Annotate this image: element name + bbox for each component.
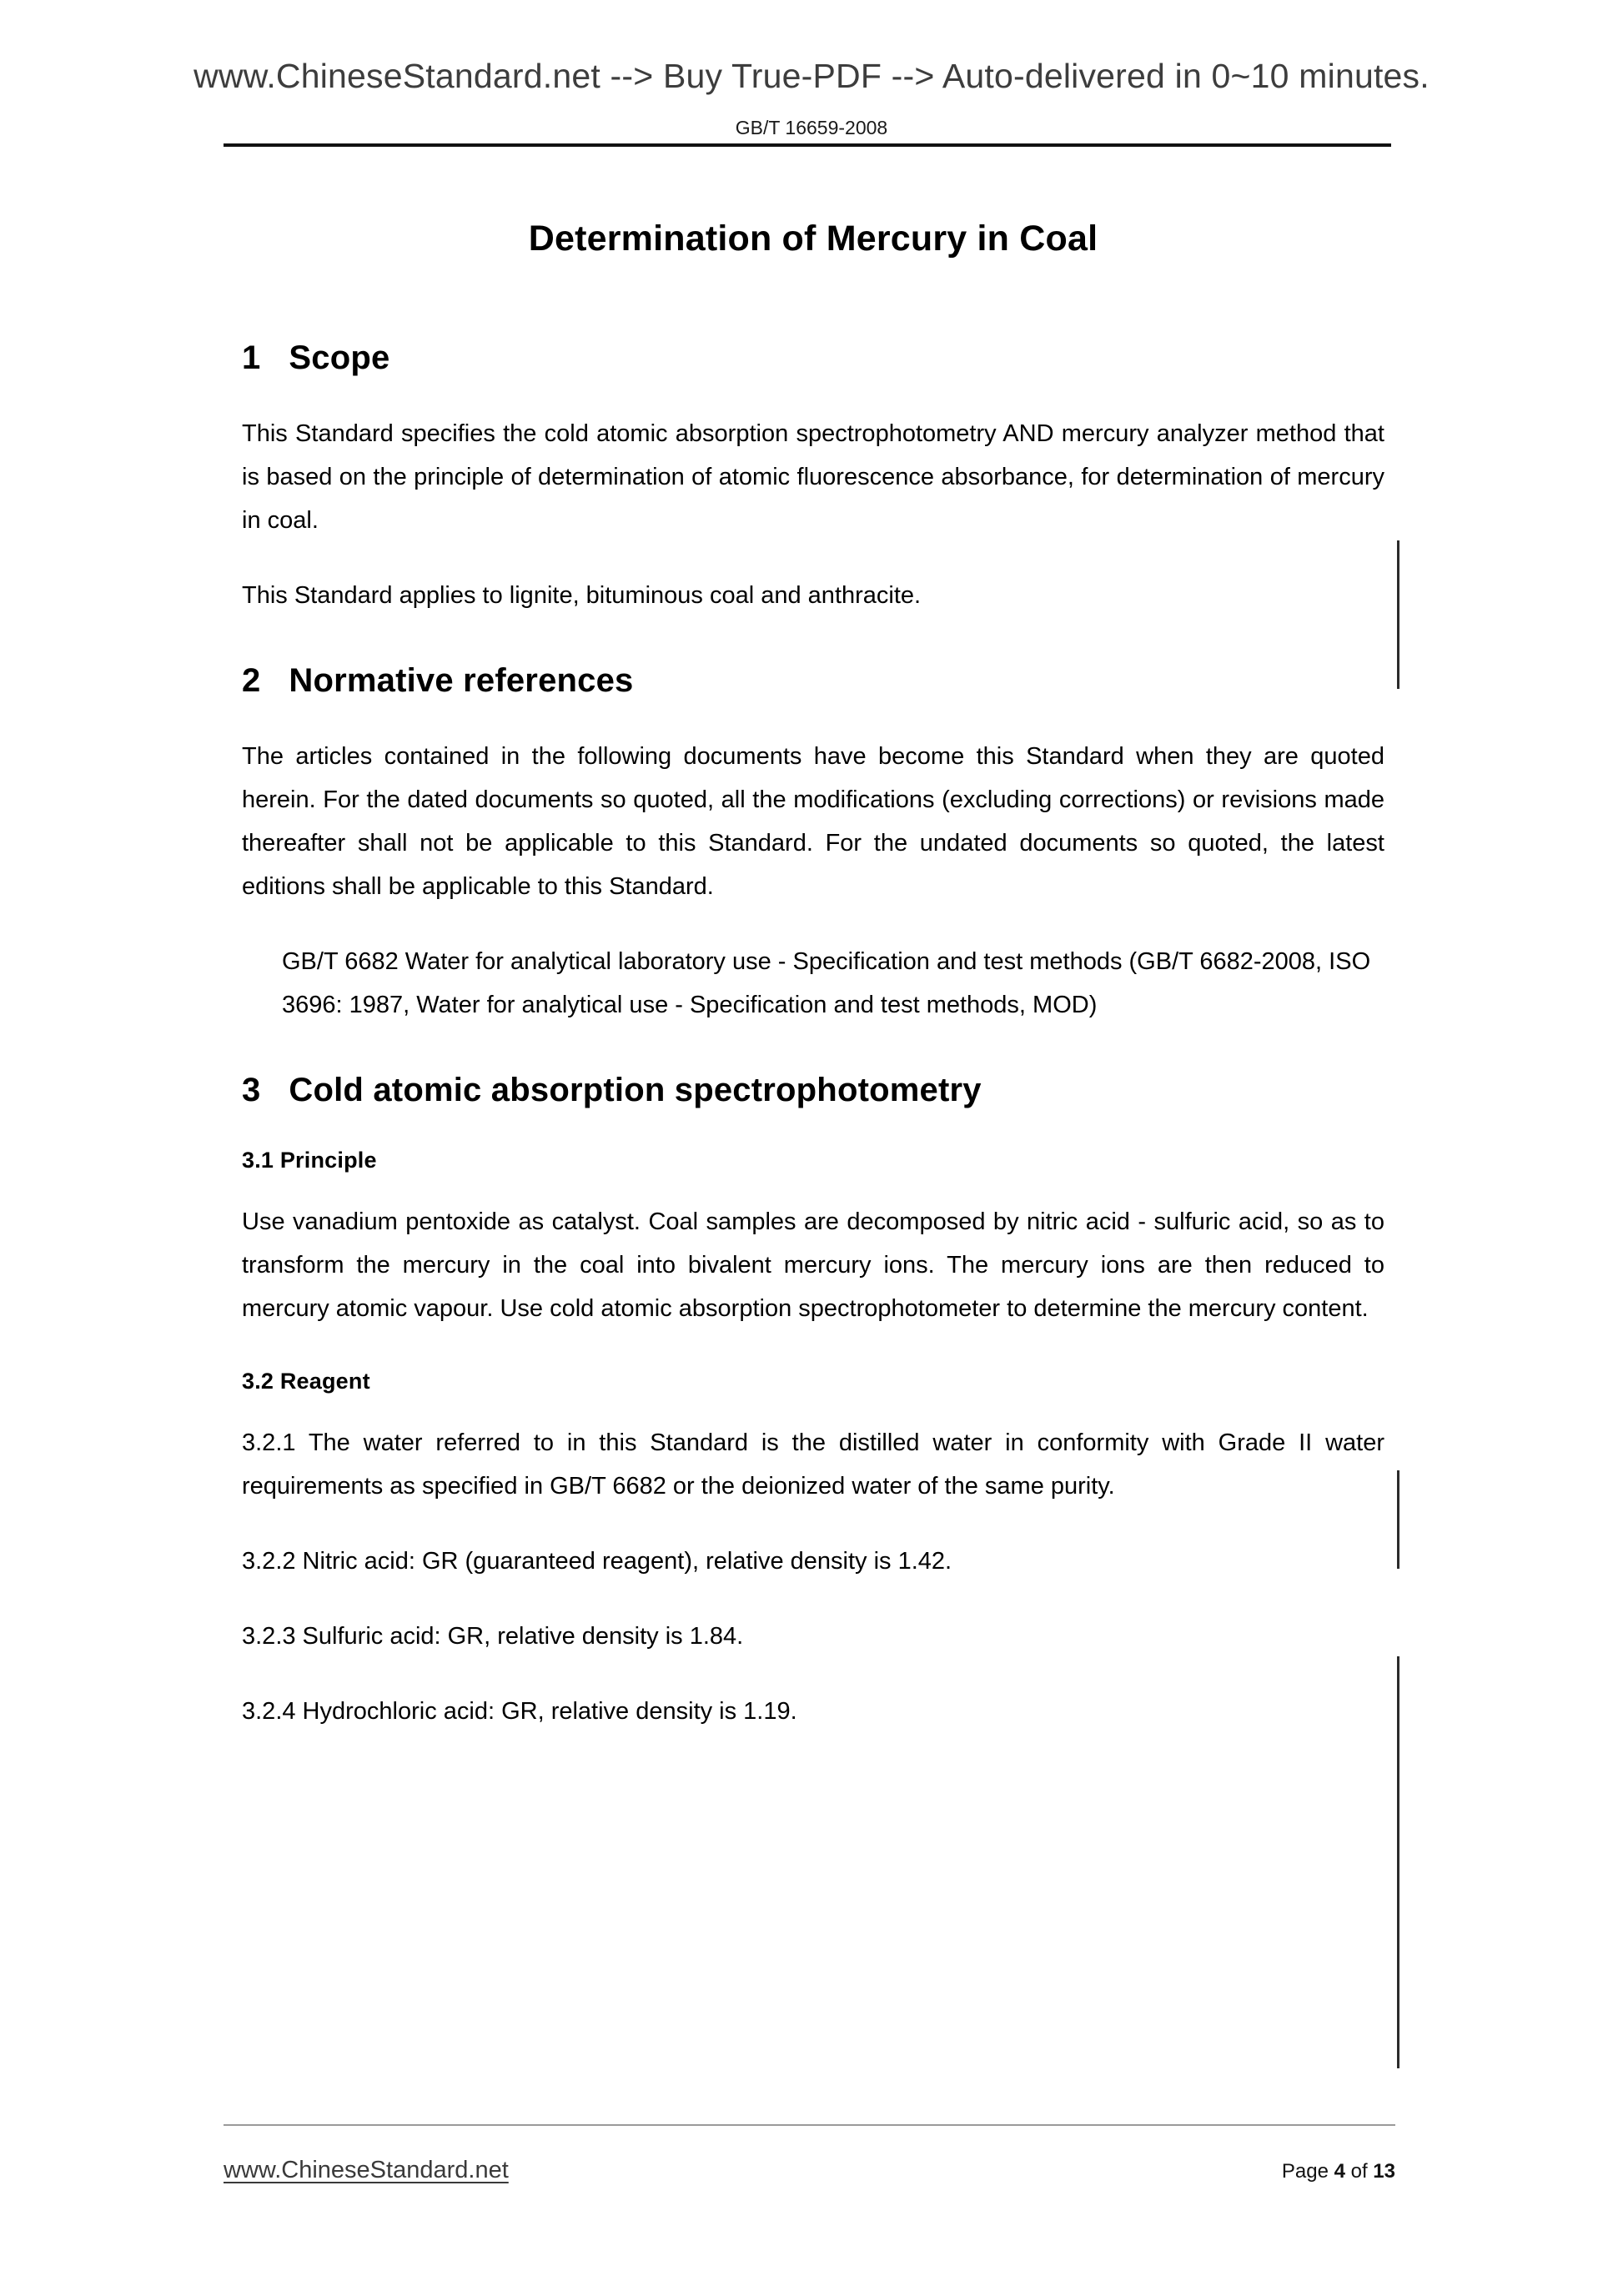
change-bar-principle	[1397, 1470, 1399, 1569]
heading-scope: 1 Scope	[242, 339, 390, 376]
heading-normative-references: 2 Normative references	[242, 662, 634, 699]
page-current: 4	[1334, 2160, 1345, 2183]
paragraph-reagent-3-2-4: 3.2.4 Hydrochloric acid: GR, relative density is 1.19.	[242, 1698, 797, 1725]
paragraph-normative-1: The articles contained in the following documents have become this Standard when they are quoted herein. For the dated documents so quoted, all the modifications (excluding corrections) or revisions made thereafter shall not be applicable to this Standard. For the undated documents so quoted, the latest editions shall be applicable to this Standard.	[242, 743, 1384, 900]
normative-reference-entry: GB/T 6682 Water for analytical laboratory use - Specification and test methods (GB/T 6682-2008, ISO 3696: 1987, Water for analytical use - Specification and test methods, MOD)	[282, 948, 1371, 1018]
change-bar-reagent	[1397, 1656, 1399, 2068]
page-number-indicator	[1282, 2160, 1395, 2183]
header-divider	[224, 143, 1391, 147]
page-footer	[224, 2157, 1395, 2195]
page-total: 13	[1373, 2160, 1395, 2183]
document-body	[242, 175, 1384, 1733]
page-label-middle: of	[1344, 2160, 1374, 2183]
paragraph-reagent-3-2-3: 3.2.3 Sulfuric acid: GR, relative density is 1.84.	[242, 1623, 744, 1650]
paragraph-reagent-3-2-1: 3.2.1 The water referred to in this Standard is the distilled water in conformity with Grade II water requirements as specified in GB/T 6682 or the deionized water of the same purity.	[242, 1429, 1384, 1500]
paragraph-reagent-3-2-2: 3.2.2 Nitric acid: GR (guaranteed reagent), relative density is 1.42.	[242, 1548, 952, 1575]
paragraph-principle: Use vanadium pentoxide as catalyst. Coal samples are decomposed by nitric acid - sulfuric acid, so as to transform the mercury in the coal into bivalent mercury ions. The mercury ions are then reduced to mercury atomic vapour. Use cold atomic absorption spectrophotometer to determine the mercury content.	[242, 1208, 1384, 1322]
change-bar-scope	[1397, 540, 1399, 689]
heading-cold-atomic-absorption: 3 Cold atomic absorption spectrophotometry	[242, 1072, 982, 1108]
page-label-prefix: Page	[1281, 2160, 1334, 2183]
standard-code: GB/T 16659-2008	[735, 117, 888, 138]
footer-site-link[interactable]: www.ChineseStandard.net	[224, 2157, 509, 2183]
paragraph-scope-2: This Standard applies to lignite, bituminous coal and anthracite.	[242, 582, 922, 609]
paragraph-scope-1: This Standard specifies the cold atomic absorption spectrophotometry AND mercury analyzer method that is based on the principle of determination of atomic fluorescence absorbance, for determination of mercury in coal.	[242, 420, 1384, 534]
footer-divider	[224, 2124, 1395, 2126]
heading-principle: 3.1 Principle	[242, 1148, 377, 1173]
heading-reagent: 3.2 Reagent	[242, 1369, 370, 1394]
page-title: Determination of Mercury in Coal	[528, 219, 1098, 259]
promo-banner: www.ChineseStandard.net --> Buy True-PDF --> Auto-delivered in 0~10 minutes.	[193, 57, 1430, 95]
